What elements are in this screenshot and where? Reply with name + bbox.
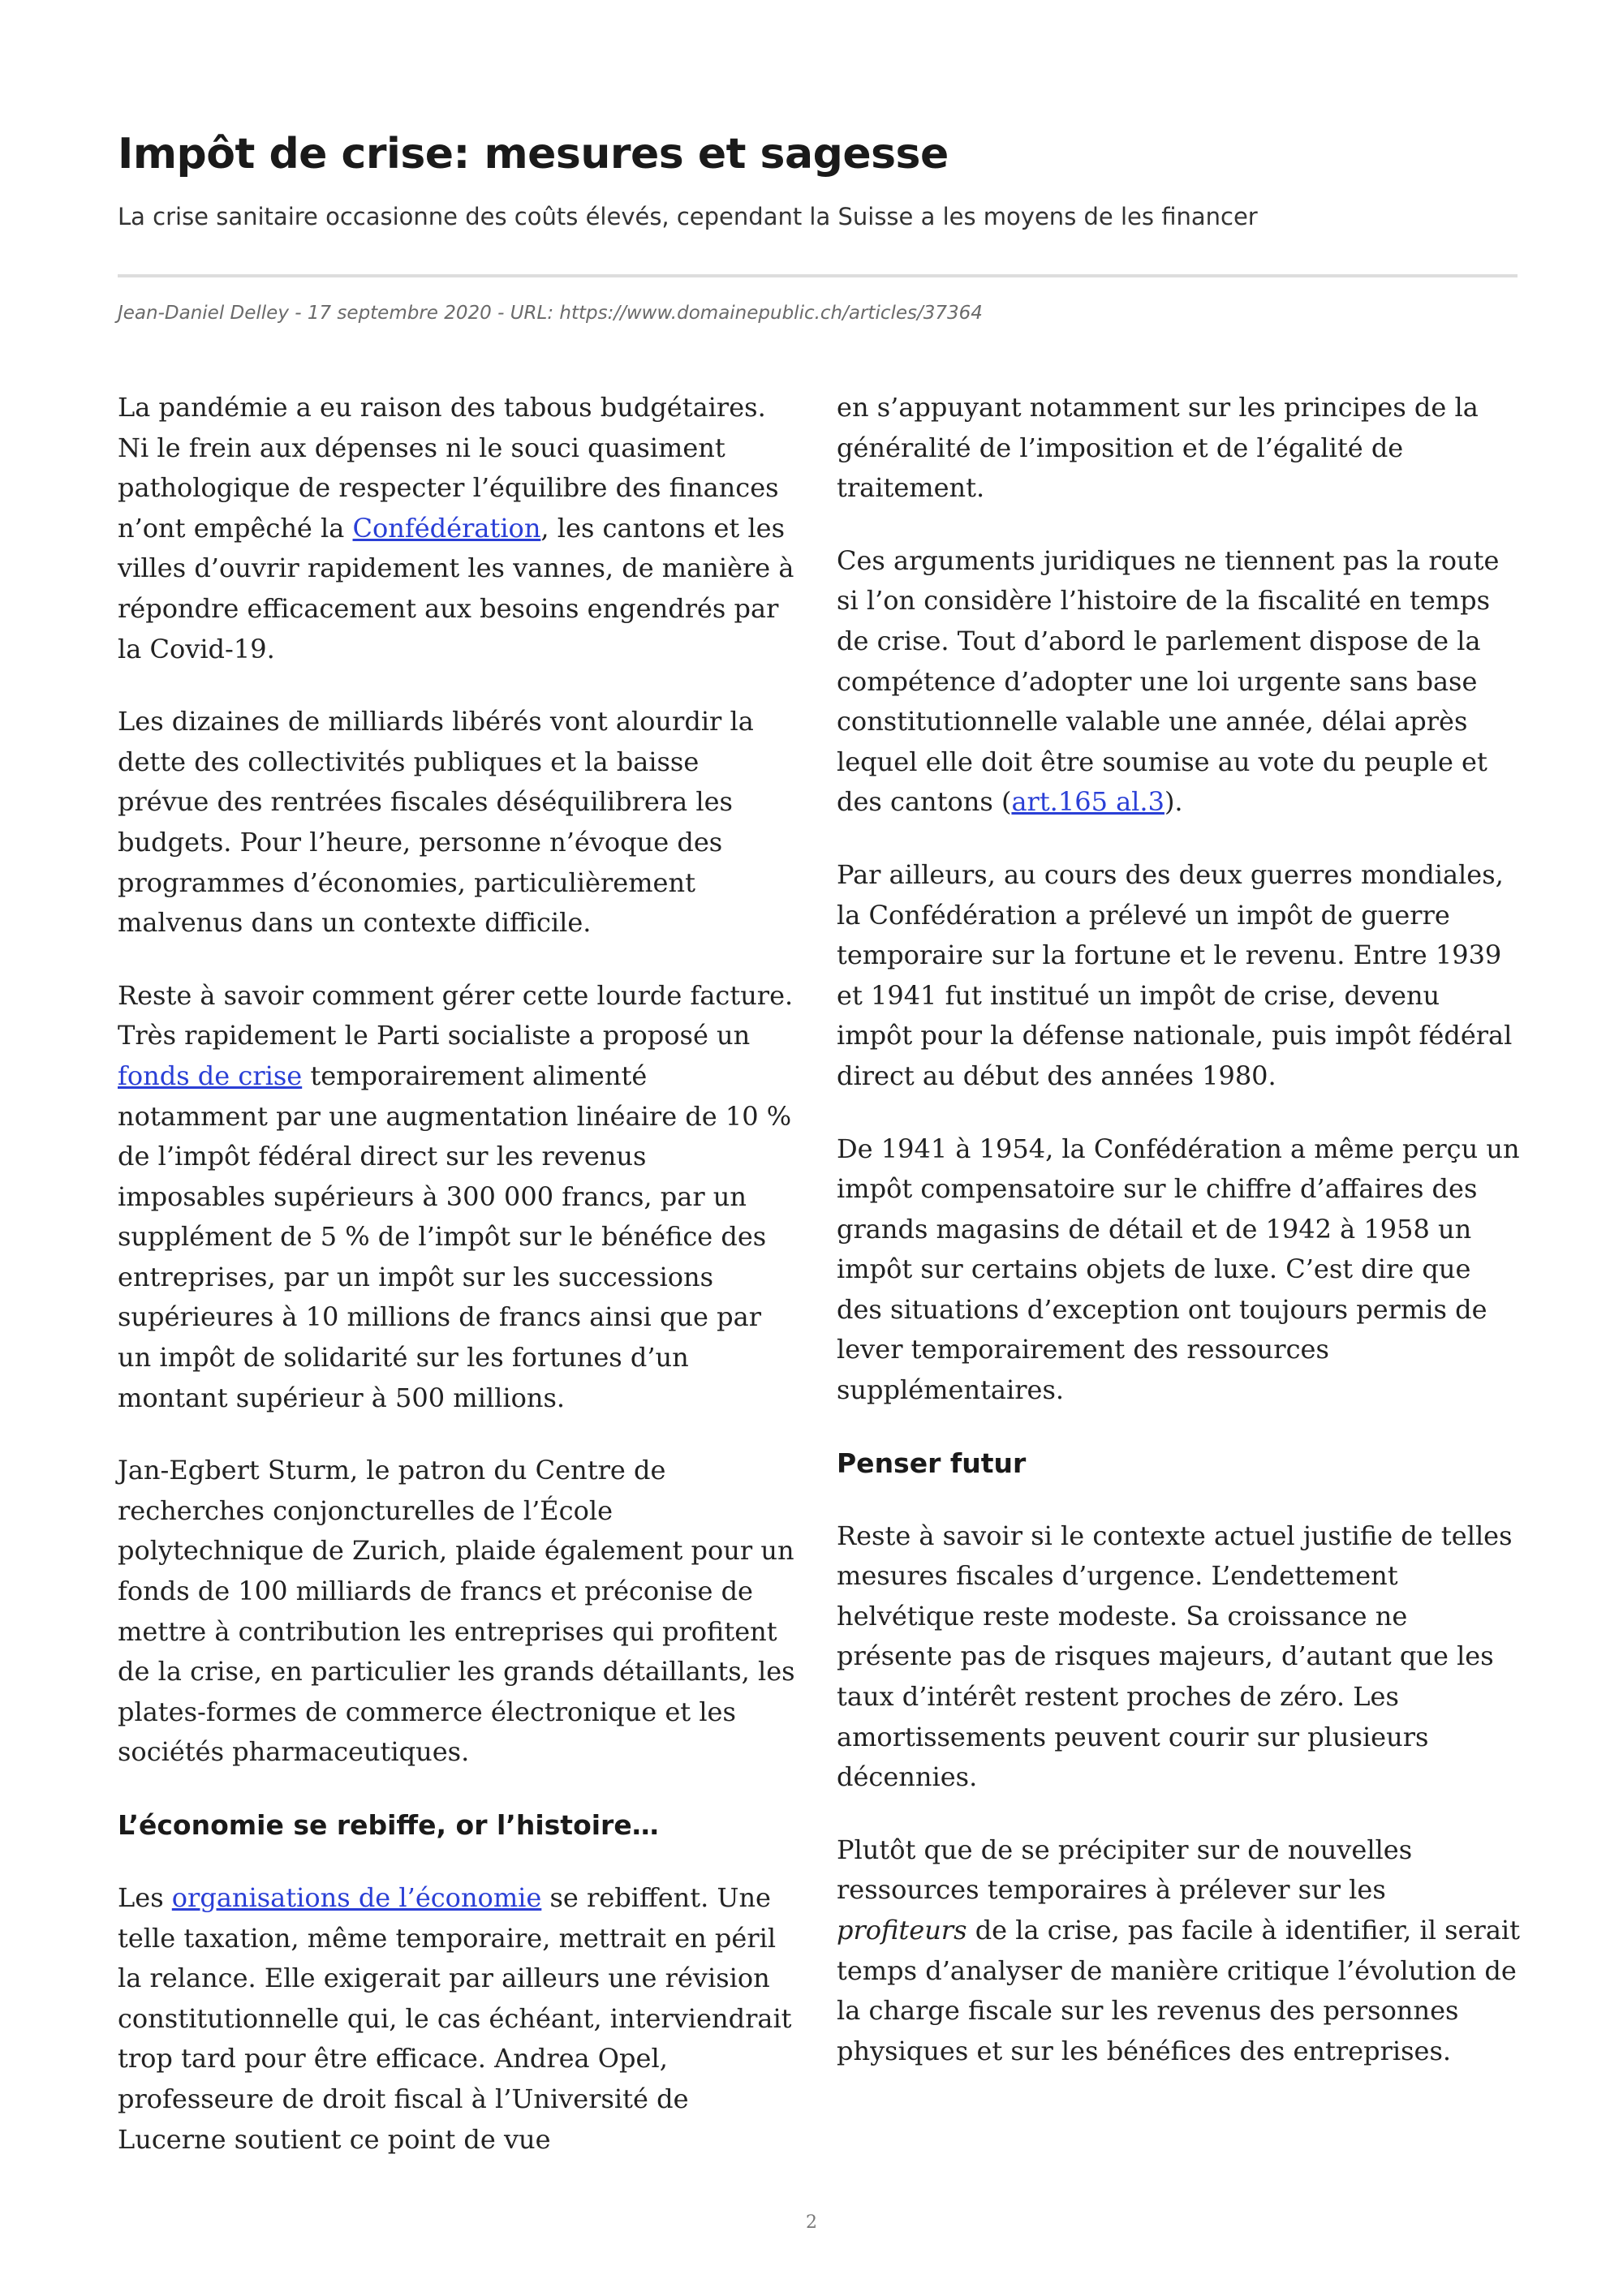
- paragraph: De 1941 à 1954, la Confédération a même perçu un impôt compensatoire sur le chiffre d’affaires des grands magasins de détail et de 1942 à 1958 un impôt sur certains objets de luxe. C’est dire que des situations d’exception ont toujours permis de lever temporairement des ressources supplémentaires.: [837, 1133, 1520, 1406]
- paragraph: Jan-Egbert Sturm, le patron du Centre de recherches conjoncturelles de l’École polytechnique de Zurich, plaide également pour un fonds de 100 milliards de francs et préconise de mettre à contribution les entreprises qui profitent de la crise, en particulier les grands détaillants, les plates-formes de commerce électronique et les sociétés pharmaceutiques.: [118, 1455, 795, 1768]
- left-column: [118, 388, 795, 2192]
- paragraph: Plutôt que de se précipiter sur de nouvelles ressources temporaires à prélever sur les profiteurs de la crise, pas facile à identifier, il serait temps d’analyser de manière critique l’évolution de la charge fiscale sur les revenus des personnes physiques et sur les bénéfices des entreprises.: [837, 1834, 1520, 2066]
- link-art-165[interactable]: art.165 al.3: [1011, 786, 1165, 818]
- paragraph: Les organisations de l’économie se rebiffent. Une telle taxation, même temporaire, mettrait en péril la relance. Elle exigerait par ailleurs une révision constitutionnelle qui, le cas échéant, interviendrait trop tard pour être efficace. Andrea Opel, professeure de droit fiscal à l’Université de Lucerne soutient ce point de vue: [118, 1882, 792, 2155]
- link-organisations-economie[interactable]: organisations de l’économie: [171, 1882, 542, 1913]
- link-fonds-de-crise[interactable]: fonds de crise: [118, 1060, 303, 1091]
- section-heading: Penser futur: [837, 1447, 1027, 1479]
- paragraph: en s’appuyant notamment sur les principes de la généralité de l’imposition et de l’égalité de traitement.: [837, 392, 1479, 504]
- paragraph: Reste à savoir comment gérer cette lourde facture. Très rapidement le Parti socialiste a proposé un fonds de crise temporairement alimenté notamment par une augmentation linéaire de 10 % de l’impôt fédéral direct sur les revenus imposables supérieurs à 300 000 francs, par un supplément de 5 % de l’impôt sur le bénéfice des entreprises, par un impôt sur les successions supérieures à 10 millions de francs ainsi que par un impôt de solidarité sur les fortunes d’un montant supérieur à 500 millions.: [118, 979, 794, 1413]
- article-title: Impôt de crise: mesures et sagesse: [118, 130, 949, 178]
- article-subtitle: La crise sanitaire occasionne des coûts élevés, cependant la Suisse a les moyens de les financer: [118, 203, 1258, 230]
- paragraph: La pandémie a eu raison des tabous budgétaires. Ni le frein aux dépenses ni le souci quasiment pathologique de respecter l’équilibre des finances n’ont empêché la Confédération, les cantons et les villes d’ouvrir rapidement les vannes, de manière à répondre efficacement aux besoins engendrés par la Covid-19.: [118, 392, 794, 664]
- header-divider: [118, 274, 1518, 277]
- paragraph: Les dizaines de milliards libérés vont alourdir la dette des collectivités publiques et la baisse prévue des rentrées fiscales déséquilibrera les budgets. Pour l’heure, personne n’évoque des programmes d’économies, particulièrement malvenus dans un contexte difficile.: [118, 706, 754, 939]
- paragraph: Par ailleurs, au cours des deux guerres mondiales, la Confédération a prélevé un impôt de guerre temporaire sur la fortune et le revenu. Entre 1939 et 1941 fut institué un impôt de crise, devenu impôt pour la défense nationale, puis impôt fédéral direct au début des années 1980.: [837, 858, 1513, 1091]
- page-number: 2: [806, 2212, 817, 2233]
- paragraph: Reste à savoir si le contexte actuel justifie de telles mesures fiscales d’urgence. L’endettement helvétique reste modeste. Sa croissance ne présente pas de risques majeurs, d’autant que les taux d’intérêt restent proches de zéro. Les amortissements peuvent courir sur plusieurs décennies.: [837, 1520, 1513, 1793]
- article-meta: Jean-Daniel Delley - 17 septembre 2020 - URL: https://www.domainepublic.ch/articles/37364: [118, 303, 983, 324]
- section-heading: L’économie se rebiffe, or l’histoire…: [118, 1809, 659, 1841]
- emphasis: profiteurs: [837, 1915, 967, 1946]
- right-column: [837, 388, 1522, 2104]
- link-confederation[interactable]: Confédération: [352, 512, 541, 544]
- paragraph: Ces arguments juridiques ne tiennent pas la route si l’on considère l’histoire de la fiscalité en temps de crise. Tout d’abord le parlement dispose de la compétence d’adopter une loi urgente sans base constitutionnelle valable une année, délai après lequel elle doit être soumise au vote du peuple et des cantons (art.165 al.3).: [837, 544, 1500, 818]
